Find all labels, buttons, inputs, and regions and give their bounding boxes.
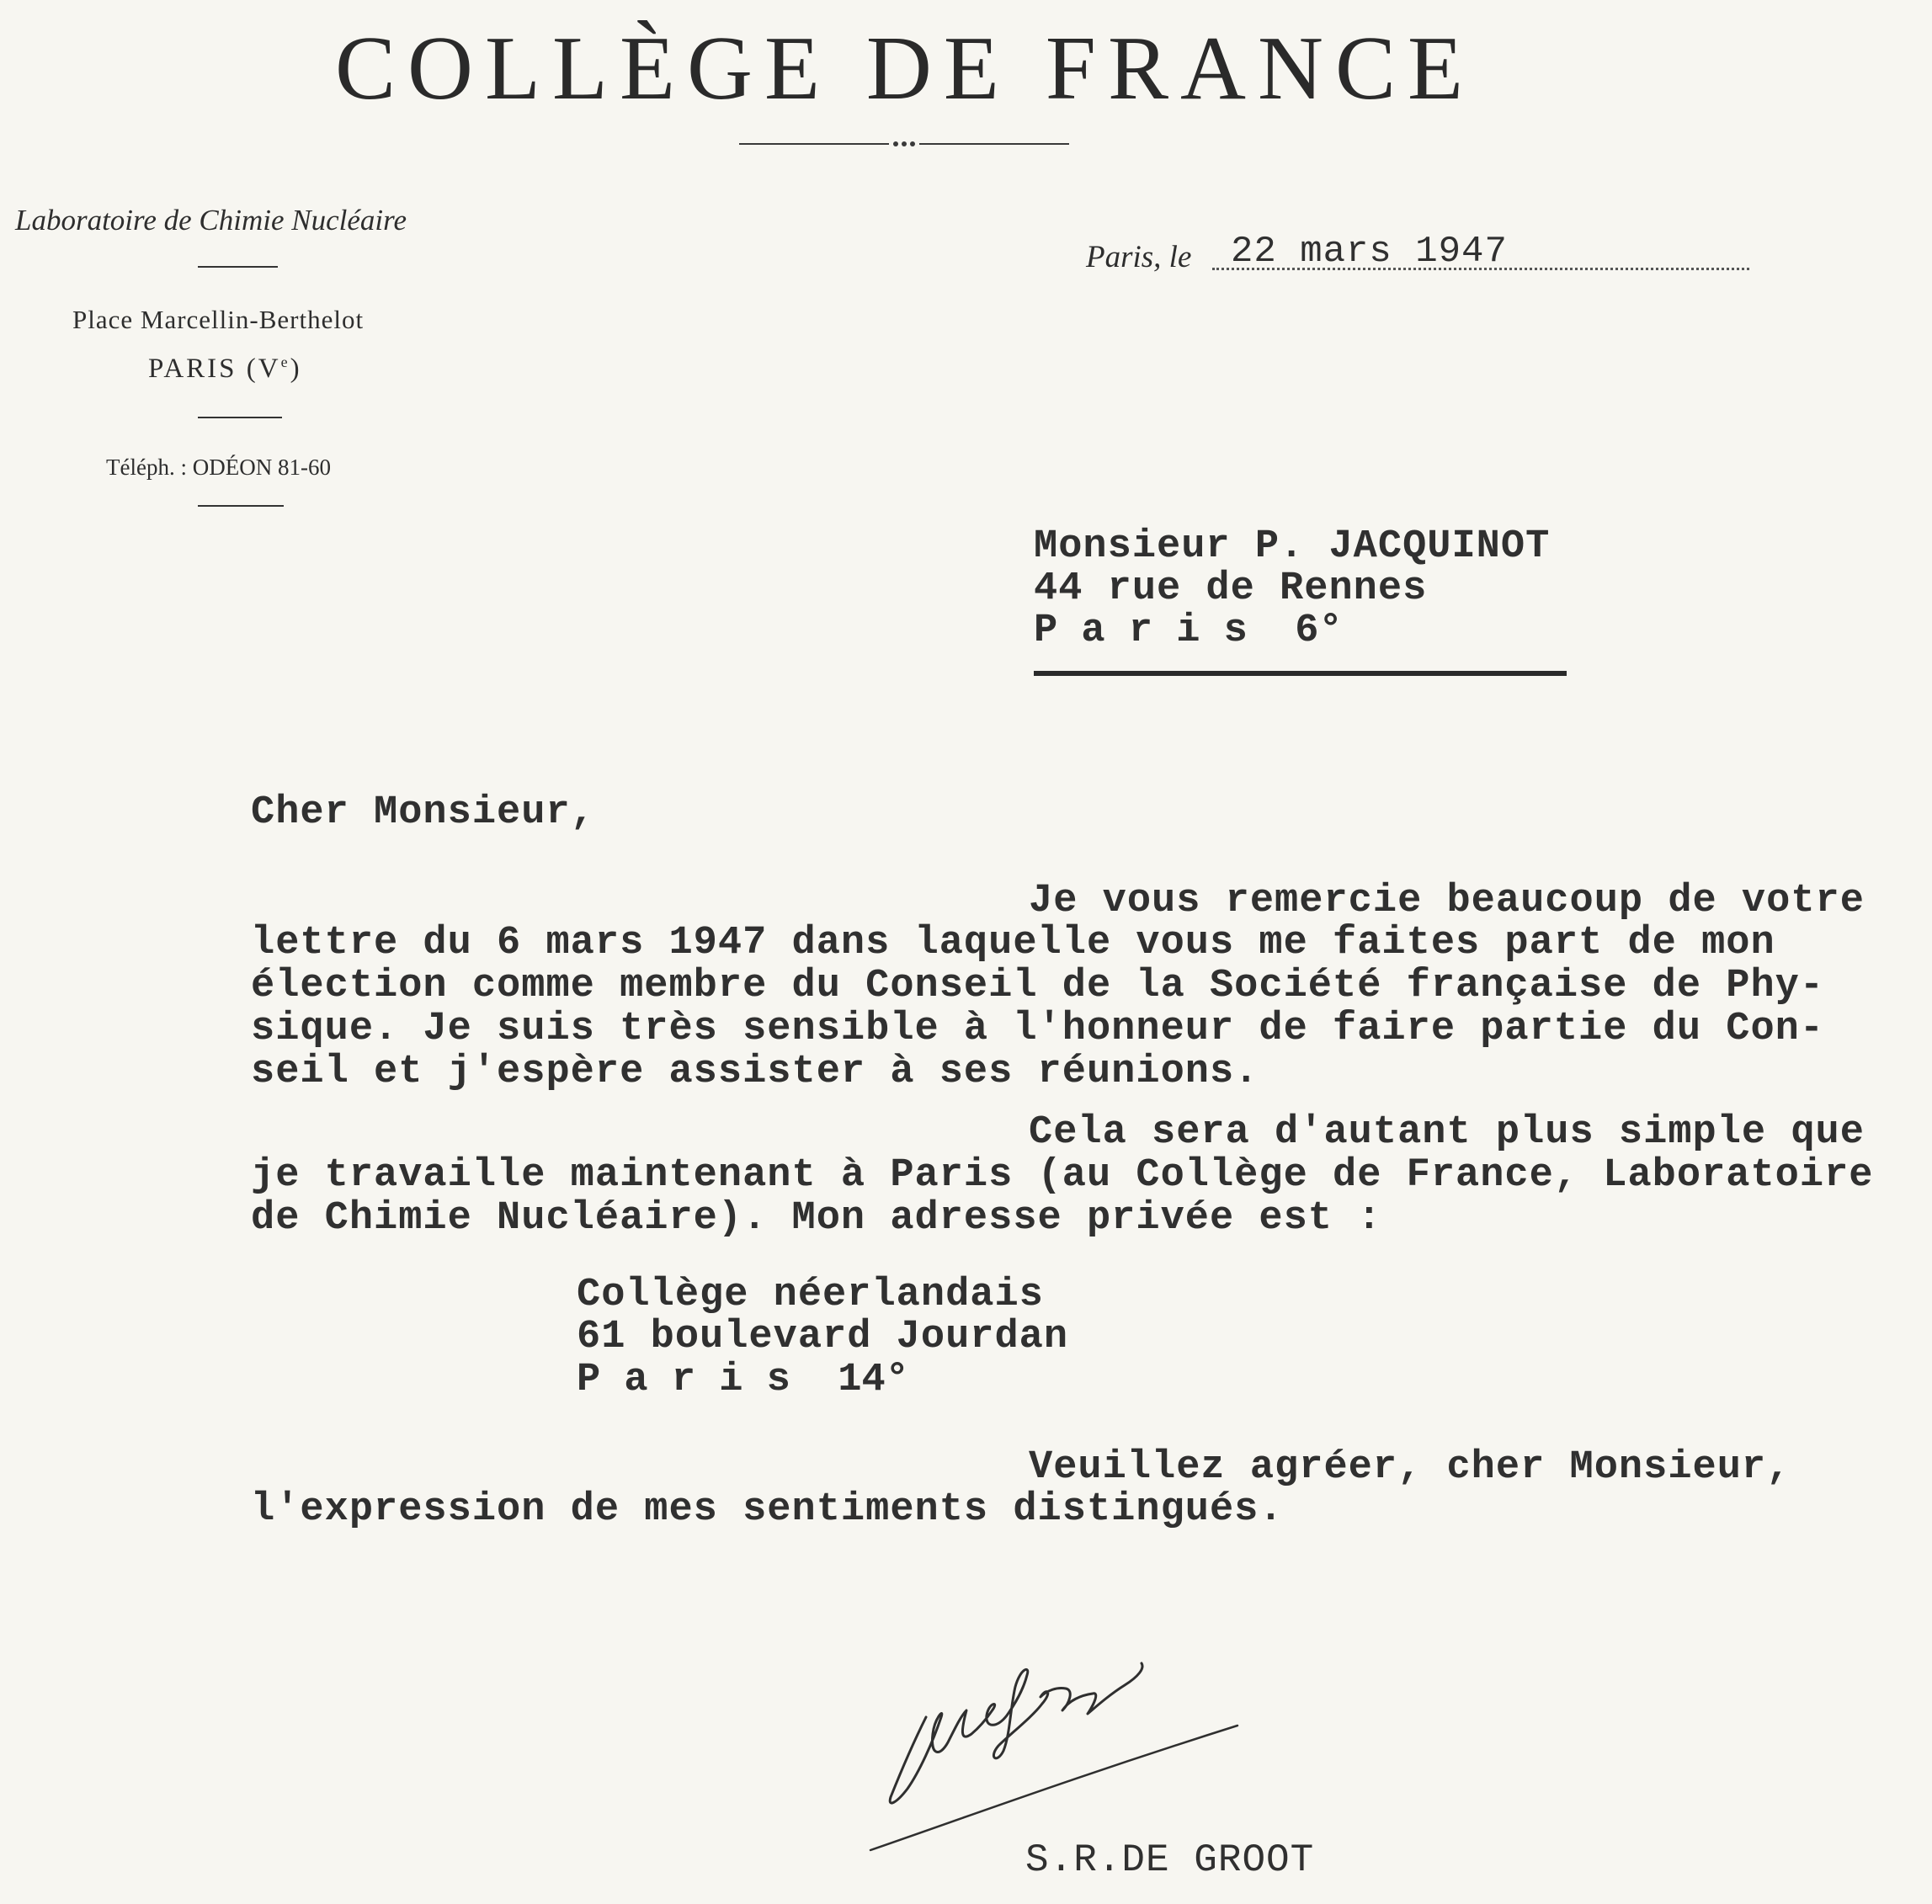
paragraph-line: lettre du 6 mars 1947 dans laquelle vous me faites part de mon (251, 921, 1775, 965)
private-address-line: Collège néerlandais (577, 1273, 1044, 1317)
date-dotted-line (1212, 268, 1749, 270)
paragraph-line: je travaille maintenant à Paris (au Collège de France, Laboratoire (251, 1153, 1874, 1198)
recipient-city: P a r i s 6° (1034, 609, 1343, 653)
recipient-name: Monsieur P. JACQUINOT (1034, 524, 1551, 569)
handwritten-signature (867, 1616, 1288, 1860)
letter-date: 22 mars 1947 (1231, 231, 1508, 273)
laboratory-name: Laboratoire de Chimie Nucléaire (15, 204, 407, 237)
institution-title: COLLÈGE DE FRANCE (335, 19, 1475, 119)
typed-signature-name: S.R.DE GROOT (1025, 1838, 1315, 1882)
divider (198, 505, 284, 507)
paragraph-line: de Chimie Nucléaire). Mon adresse privée est : (251, 1196, 1382, 1241)
paragraph-line: sique. Je suis très sensible à l'honneur de faire partie du Con- (251, 1007, 1825, 1051)
divider (198, 266, 278, 268)
recipient-street: 44 rue de Rennes (1034, 566, 1428, 611)
divider (198, 417, 282, 418)
address-street: Place Marcellin-Berthelot (72, 305, 365, 334)
paragraph-line: élection comme membre du Conseil de la Société française de Phy- (251, 964, 1825, 1008)
private-address-line: 61 boulevard Jourdan (577, 1315, 1069, 1359)
paragraph-line: Cela sera d'autant plus simple que (1029, 1110, 1865, 1155)
recipient-underline (1034, 671, 1567, 676)
phone-number: Téléph. : ODÉON 81-60 (106, 455, 331, 480)
date-label: Paris, le (1086, 240, 1192, 274)
paragraph-line: Je vous remercie beaucoup de votre (1029, 879, 1865, 923)
closing-line: l'expression de mes sentiments distingués. (251, 1487, 1284, 1532)
closing-line: Veuillez agréer, cher Monsieur, (1029, 1445, 1791, 1490)
paragraph-line: seil et j'espère assister à ses réunions. (251, 1050, 1259, 1094)
address-city: PARIS (Ve) (148, 354, 302, 384)
private-address-line: P a r i s 14° (577, 1358, 909, 1402)
salutation: Cher Monsieur, (251, 790, 595, 835)
